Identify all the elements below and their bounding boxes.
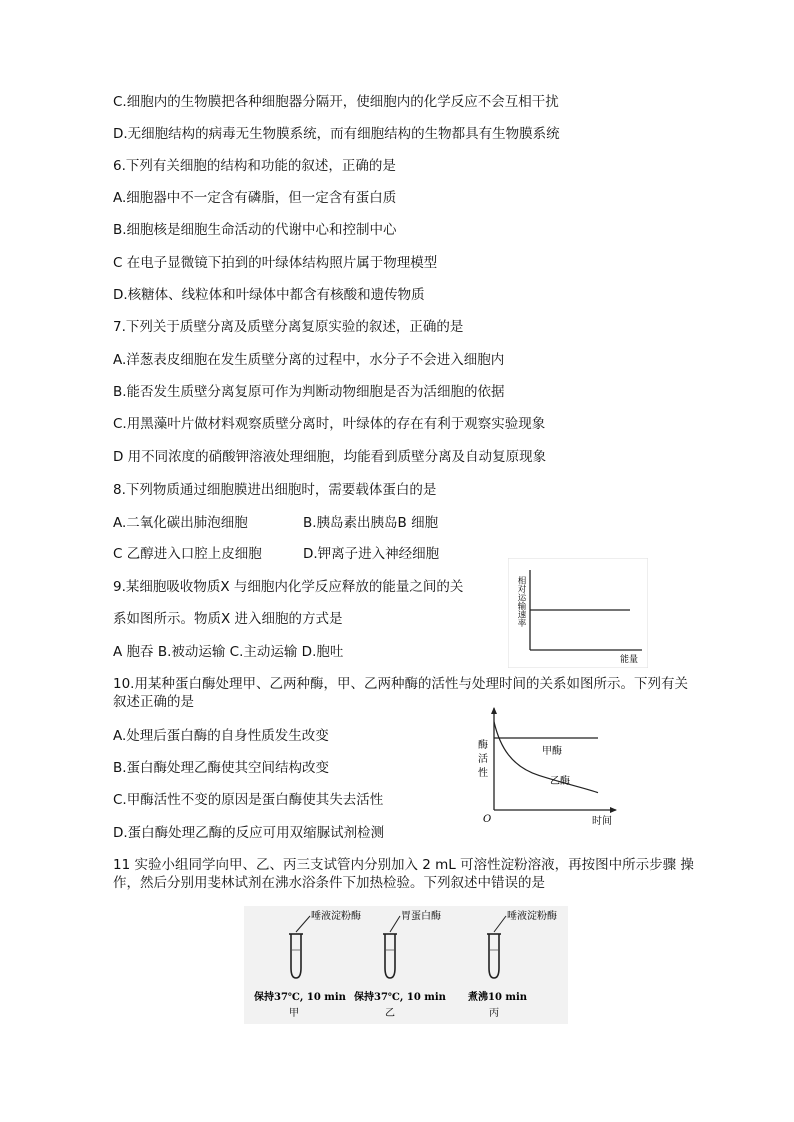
q11-figure-bg	[244, 906, 568, 1024]
q10-chart	[474, 704, 622, 828]
tube-yi-label: 乙	[385, 1008, 395, 1019]
q10-option-d: D.蛋白酶处理乙酶的反应可用双缩脲试剂检测	[113, 825, 385, 841]
q10-ylabel-3: 性	[478, 768, 488, 779]
q10-series-label-yi: 乙酶	[550, 776, 570, 787]
q11-figure	[244, 906, 568, 1024]
q9-xlabel: 能量	[620, 655, 639, 665]
q5-option-d: D.无细胞结构的病毒无生物膜系统，而有细胞结构的生物都具有生物膜系统	[113, 126, 560, 142]
q8-row-1	[113, 514, 439, 532]
q6-option-d: D.核糖体、线粒体和叶绿体中都含有核酸和遗传物质	[113, 287, 425, 303]
q8-option-a: A.二氧化碳出肺泡细胞	[113, 515, 248, 531]
q10-stem: 10.用某种蛋白酶处理甲、乙两种酶，甲、乙两种酶的活性与处理时间的关系如图所示。下列有关叙述正确的是	[113, 676, 688, 710]
q10-ylabel-1: 酶	[478, 740, 488, 751]
q9-stem-line-1: 9.某细胞吸收物质X 与细胞内化学反应释放的能量之间的关	[113, 579, 464, 595]
q5-option-c: C.细胞内的生物膜把各种细胞器分隔开，使细胞内的化学反应不会互相干扰	[113, 94, 559, 110]
tube-bing-label: 丙	[489, 1008, 499, 1019]
q9-chart-frame	[508, 558, 648, 668]
tube-bing-reagent: 唾液淀粉酶	[507, 911, 557, 922]
q6-option-c: C 在电子显微镜下拍到的叶绿体结构照片属于物理模型	[113, 255, 438, 271]
q8-option-d: D.钾离子进入神经细胞	[303, 546, 440, 562]
q9-chart	[508, 558, 648, 668]
q10-series-yi	[494, 722, 598, 793]
q8-option-b: B.胰岛素出胰岛B 细胞	[303, 515, 439, 531]
q10-x-arrow	[610, 807, 617, 813]
q9-ylabel: 相对运输速率	[516, 576, 526, 627]
q7-option-b: B.能否发生质壁分离复原可作为判断动物细胞是否为活细胞的依据	[113, 384, 505, 400]
q10-option-a: A.处理后蛋白酶的自身性质发生改变	[113, 728, 329, 744]
tube-bing-condition: 煮沸10 min	[468, 992, 528, 1003]
tube-jia-label: 甲	[289, 1008, 299, 1019]
q6-option-b: B.细胞核是细胞生命活动的代谢中心和控制中心	[113, 222, 397, 238]
q10-ylabel-2: 活	[478, 754, 488, 765]
q8-row-2	[113, 545, 440, 563]
q7-option-c: C.用黑藻叶片做材料观察质壁分离时，叶绿体的存在有利于观察实验现象	[113, 416, 546, 432]
q10-option-b: B.蛋白酶处理乙酶使其空间结构改变	[113, 760, 330, 776]
q9-options: A 胞吞 B.被动运输 C.主动运输 D.胞吐	[113, 644, 344, 660]
tube-jia-condition: 保持37℃, 10 min	[254, 992, 346, 1003]
q11-stem: 11 实验小组同学向甲、乙、丙三支试管内分别加入 2 mL 可溶性淀粉溶液，再按图中所示步骤 操作，然后分别用斐林试剂在沸水浴条件下加热检验。下列叙述中错误的是	[113, 857, 694, 891]
tube-yi-condition: 保持37℃, 10 min	[354, 992, 446, 1003]
q10-option-c: C.甲酶活性不变的原因是蛋白酶使其失去活性	[113, 792, 384, 808]
q8-stem: 8.下列物质通过细胞膜进出细胞时，需要载体蛋白的是	[113, 482, 437, 498]
q7-option-d: D 用不同浓度的硝酸钾溶液处理细胞，均能看到质壁分离及自动复原现象	[113, 449, 547, 465]
q10-xlabel: 时间	[592, 816, 612, 827]
q10-y-arrow	[491, 707, 497, 714]
q7-stem: 7.下列关于质壁分离及质壁分离复原实验的叙述，正确的是	[113, 319, 464, 335]
q9-stem-line-2: 系如图所示。物质X 进入细胞的方式是	[113, 611, 343, 627]
tube-jia-reagent: 唾液淀粉酶	[311, 911, 361, 922]
tube-yi-reagent: 胃蛋白酶	[401, 911, 441, 922]
q7-option-a: A.洋葱表皮细胞在发生质壁分离的过程中，水分子不会进入细胞内	[113, 352, 505, 368]
q6-option-a: A.细胞器中不一定含有磷脂，但一定含有蛋白质	[113, 190, 397, 206]
q8-option-c: C 乙醇进入口腔上皮细胞	[113, 546, 262, 562]
q10-series-label-jia: 甲酶	[542, 746, 562, 757]
q10-origin: O	[483, 814, 492, 825]
q6-stem: 6.下列有关细胞的结构和功能的叙述，正确的是	[113, 158, 396, 174]
